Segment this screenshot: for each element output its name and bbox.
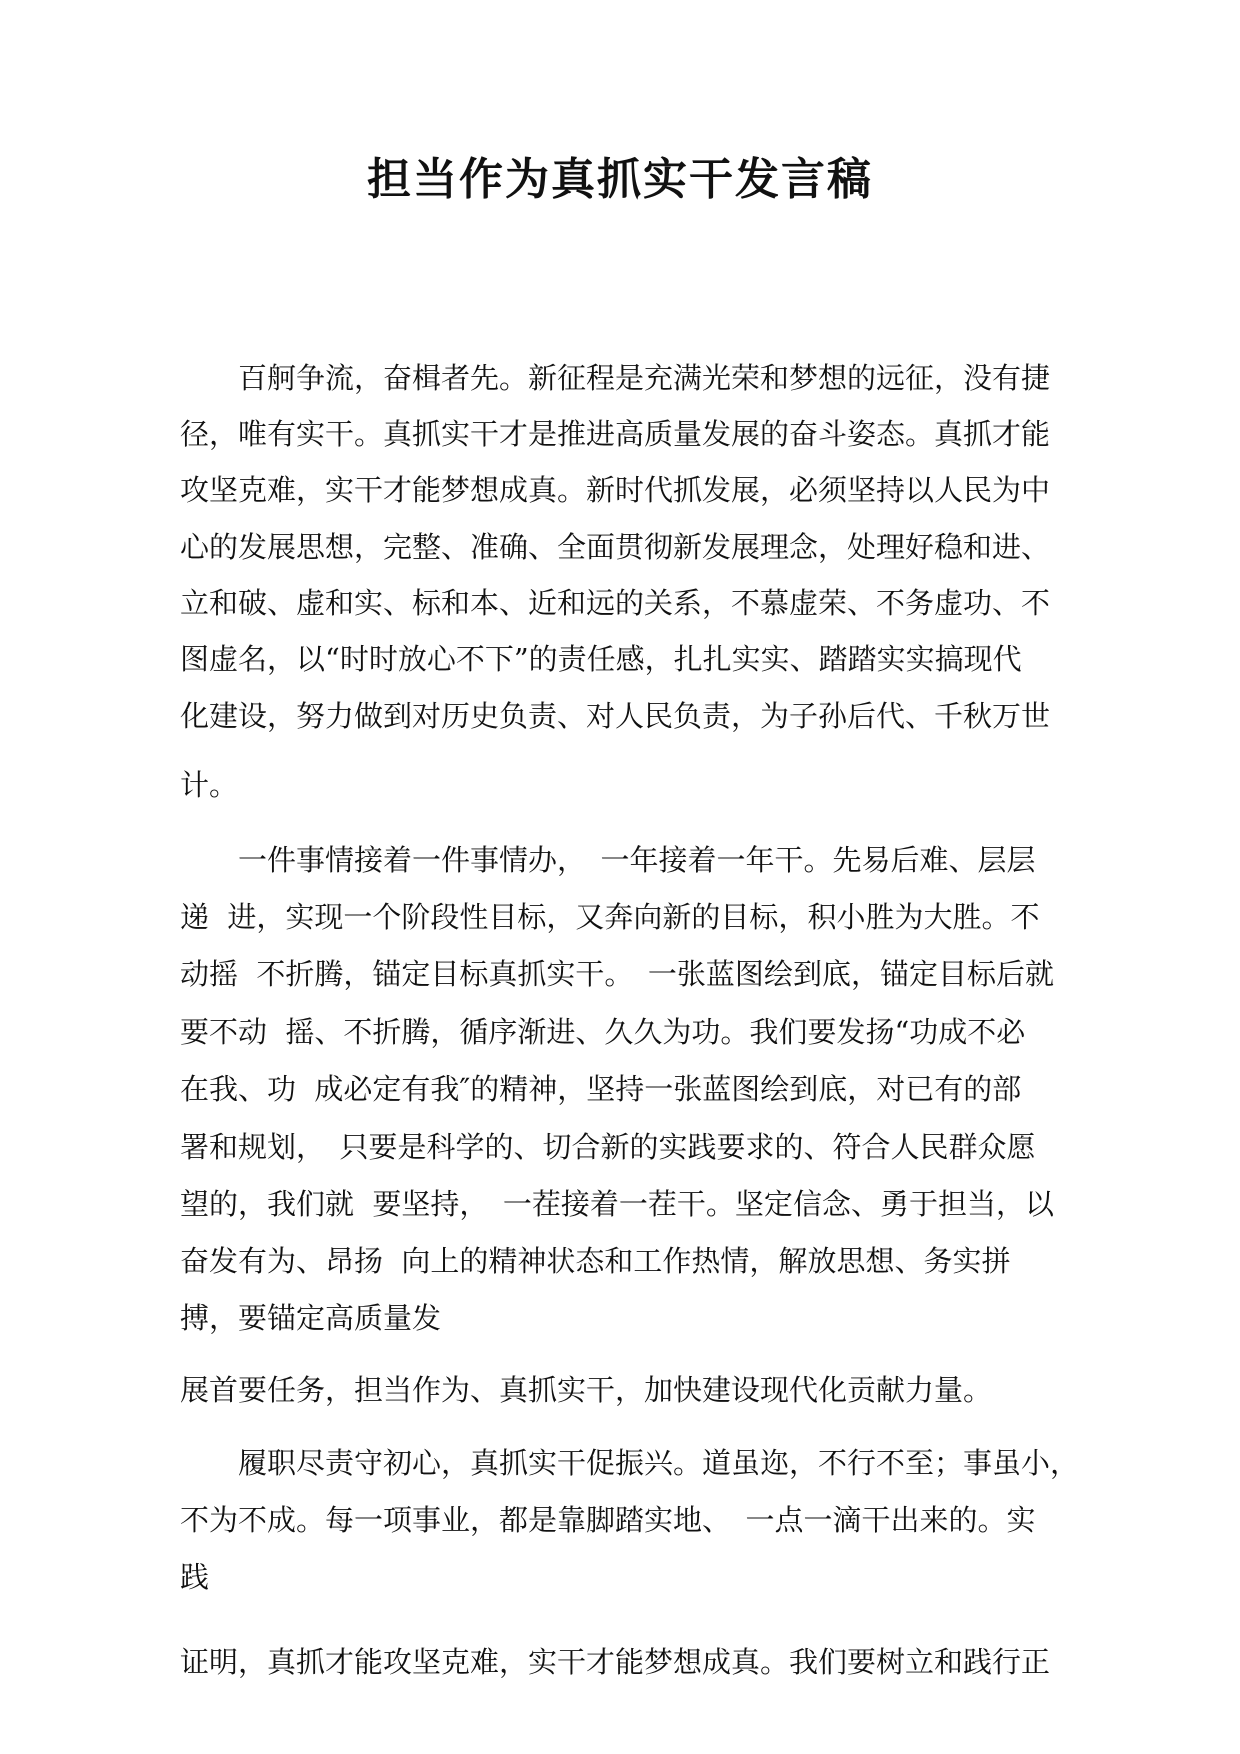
- paragraph-line: 践: [180, 1560, 210, 1594]
- paragraph-line: 望的，我们就 要坚持， 一茬接着一茬干。坚定信念、勇于担当，以: [180, 1187, 1054, 1221]
- paragraph-line: 履职尽责守初心，真抓实干促振兴。道虽迩，不行不至；事虽小，: [180, 1446, 1080, 1480]
- paragraph-line: 不为不成。每一项事业，都是靠脚踏实地、 一点一滴干出来的。实: [180, 1503, 1036, 1537]
- paragraph-line: 计。: [180, 768, 239, 802]
- paragraph-line: 百舸争流，奋楫者先。新征程是充满光荣和梦想的远征，没有捷: [180, 361, 1051, 395]
- paragraph-line: 立和破、虚和实、标和本、近和远的关系，不慕虚荣、不务虚功、不: [180, 586, 1051, 620]
- paragraph-line: 署和规划， 只要是科学的、切合新的实践要求的、符合人民群众愿: [180, 1130, 1036, 1164]
- paragraph-line: 化建设，努力做到对历史负责、对人民负责，为子孙后代、千秋万世: [180, 699, 1051, 733]
- paragraph-line: 展首要任务，担当作为、真抓实干，加快建设现代化贡献力量。: [180, 1373, 993, 1407]
- document-title: 担当作为真抓实干发言稿: [367, 154, 873, 205]
- paragraph-line: 要不动 摇、不折腾，循序渐进、久久为功。我们要发扬“功成不必: [180, 1015, 1026, 1049]
- paragraph-line: 证明，真抓才能攻坚克难，实干才能梦想成真。我们要树立和践行正: [180, 1645, 1051, 1679]
- paragraph-line: 径，唯有实干。真抓实干才是推进高质量发展的奋斗姿态。真抓才能: [180, 417, 1051, 451]
- paragraph-line: 动摇 不折腾，锚定目标真抓实干。 一张蓝图绘到底，锚定目标后就: [180, 957, 1054, 991]
- paragraph-line: 攻坚克难，实干才能梦想成真。新时代抓发展，必须坚持以人民为中: [180, 473, 1051, 507]
- paragraph-line: 图虚名，以“时时放心不下”的责任感，扎扎实实、踏踏实实搞现代: [180, 642, 1022, 676]
- paragraph-line: 在我、功 成必定有我″的精神，坚持一张蓝图绘到底，对已有的部: [180, 1072, 1022, 1106]
- paragraph-line: 一件事情接着一件事情办， 一年接着一年干。先易后难、层层: [180, 843, 1036, 877]
- paragraph-line: 心的发展思想，完整、准确、全面贯彻新发展理念，处理好稳和进、: [180, 530, 1051, 564]
- paragraph-line: 搏，要锚定高质量发: [180, 1301, 442, 1335]
- paragraph-line: 递 进，实现一个阶段性目标，又奔向新的目标，积小胜为大胜。不: [180, 900, 1040, 934]
- paragraph-line: 奋发有为、昂扬 向上的精神状态和工作热情，解放思想、务实拼: [180, 1244, 1011, 1278]
